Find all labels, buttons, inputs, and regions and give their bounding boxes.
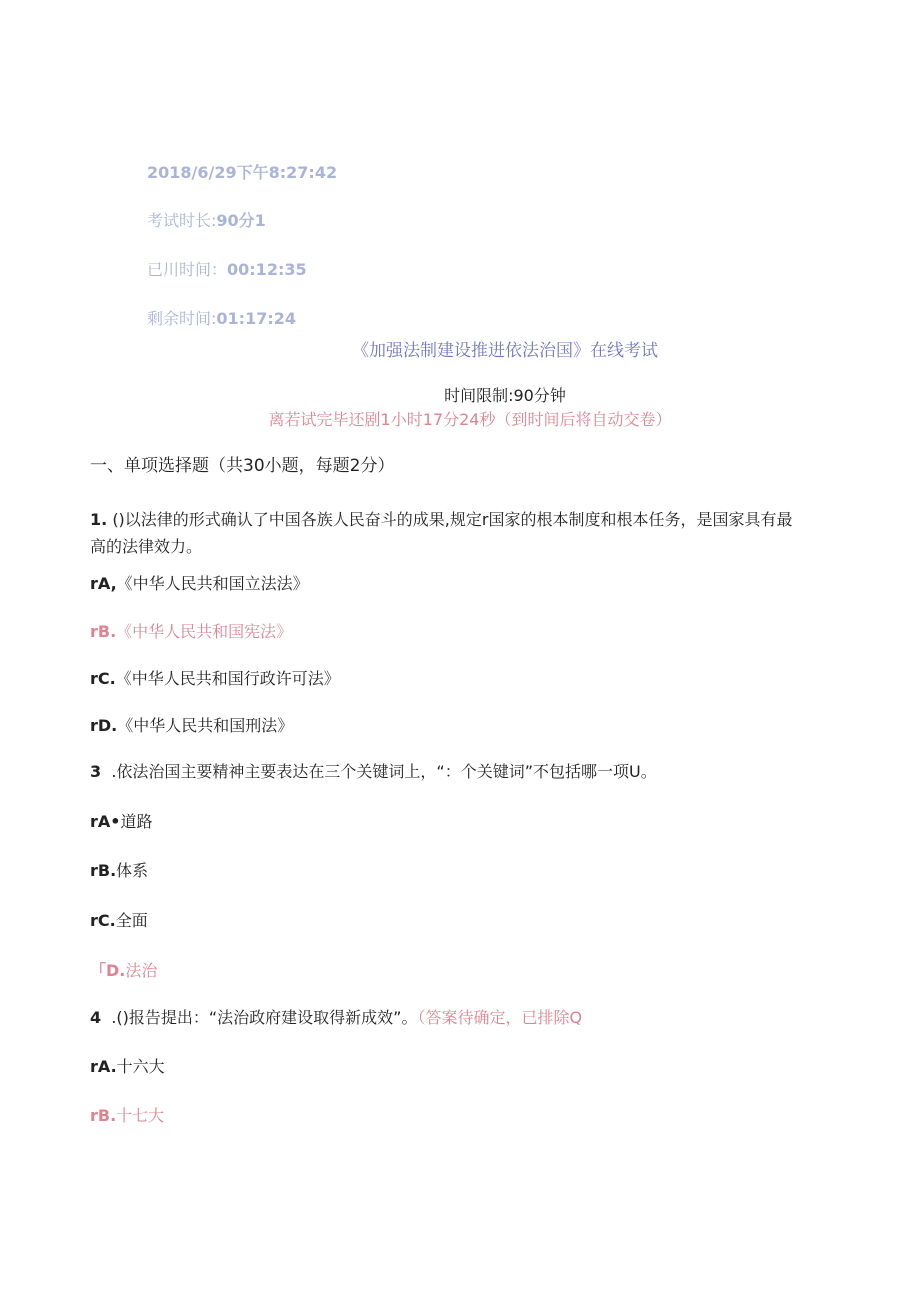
question-1 (90, 507, 792, 533)
elapsed-time (147, 257, 307, 280)
question-number: 4 (90, 1008, 102, 1027)
question-1-line2: 高的法律效力。 (90, 537, 203, 556)
question-1-option-d[interactable]: rD.《中华人民共和国刑法》 (90, 716, 294, 735)
question-4-option-a[interactable]: rA.十六大 (90, 1057, 165, 1076)
question-1-option-c[interactable]: rC.《中华人民共和国行政许可法》 (90, 669, 340, 688)
question-3-option-a[interactable]: rA•道路 (90, 812, 153, 831)
duration-value: 90分1 (216, 211, 266, 230)
elapsed-value: 00:12:35 (227, 260, 307, 279)
question-number: 1. (90, 510, 108, 529)
countdown-notice: 离若试完毕还剧1小时17分24秒（到时间后将自动交卷） (268, 410, 672, 429)
exam-title: 《加强法制建设推进依法治国》在线考试 (352, 341, 658, 361)
question-4 (90, 1005, 582, 1031)
elapsed-label: 已川时间： (147, 260, 228, 279)
question-3-option-b[interactable]: rB.体系 (90, 861, 149, 880)
timestamp: 2018/6/29下午8:27:42 (147, 163, 338, 182)
question-text: .依法治国主要精神主要表达在三个关键词上，“：个关键词”不包括哪一项U。 (111, 762, 657, 781)
exam-duration (147, 208, 266, 231)
remaining-time (147, 306, 296, 329)
question-1-option-a[interactable]: rA,《中华人民共和国立法法》 (90, 574, 309, 593)
question-number: 3 (90, 762, 102, 781)
answer-note: （答案待确定，已排除Q (417, 1008, 583, 1027)
question-3-option-c[interactable]: rC.全面 (90, 911, 148, 930)
remaining-value: 01:17:24 (216, 309, 296, 328)
remaining-label: 剩余时间: (147, 309, 217, 328)
question-text: .()报告提出：“法治政府建设取得新成效”。 (111, 1008, 418, 1027)
question-text-line1: ()以法律的形式确认了中国各族人民奋斗的成果,规定r国家的根本制度和根本任务，是国家具有最 (112, 510, 793, 529)
question-4-option-b[interactable]: rB.十七大 (90, 1106, 165, 1125)
duration-label: 考试时长: (147, 211, 217, 230)
question-1-option-b[interactable]: rB.《中华人民共和国宪法》 (90, 622, 293, 641)
question-3-option-d[interactable]: 「D.法治 (90, 961, 158, 980)
section-heading: 一、单项选择题（共30小题，每题2分） (90, 456, 395, 476)
time-limit: 时间限制:90分钟 (444, 386, 566, 405)
question-3 (90, 759, 657, 785)
